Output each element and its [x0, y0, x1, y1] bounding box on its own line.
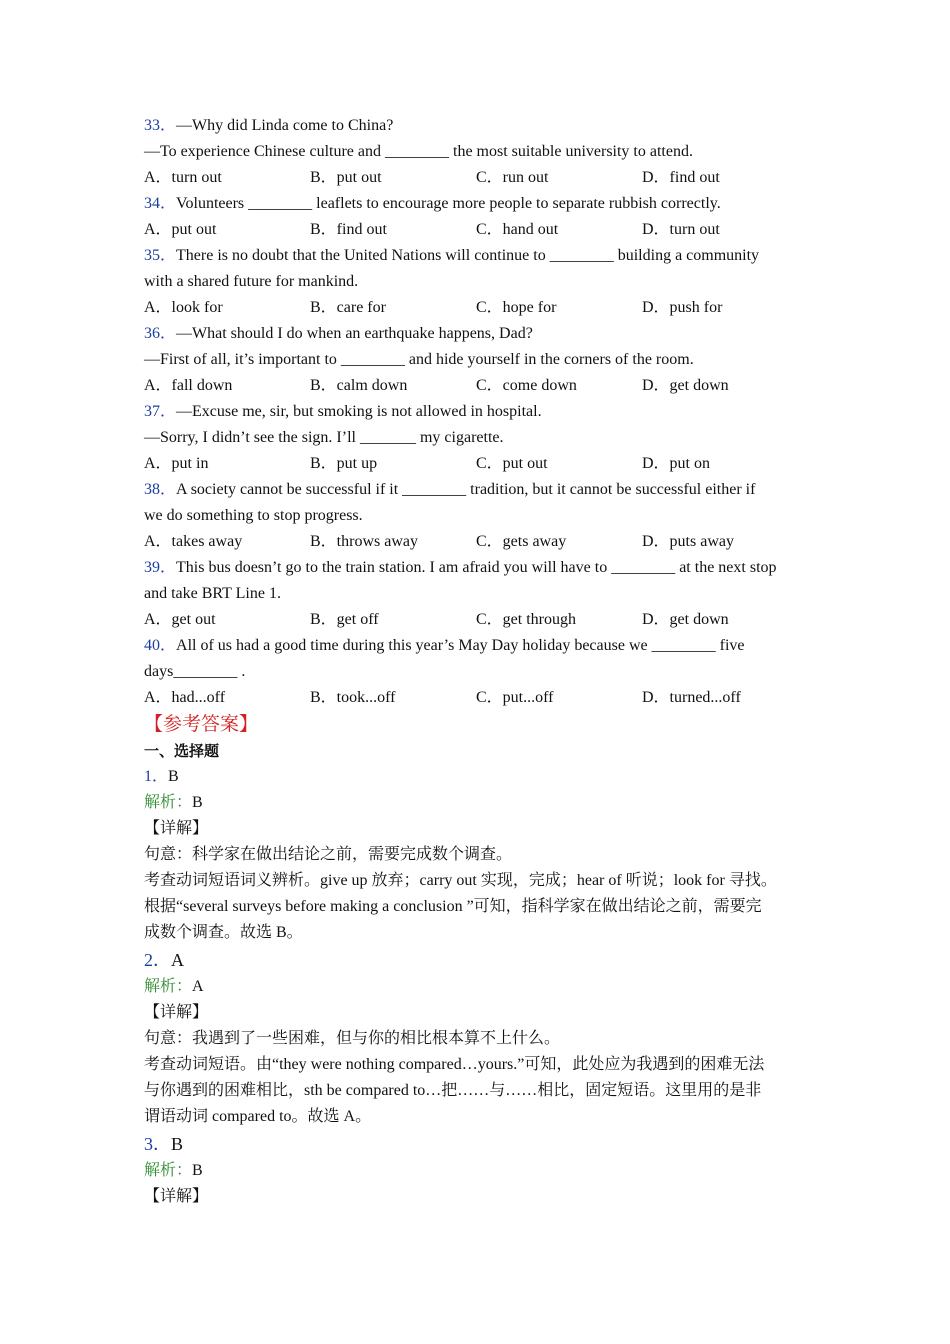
question-text: and take BRT Line 1.: [144, 585, 281, 602]
question-text: —First of all, it’s important to ________ and hide yourself in the corners of the room.: [144, 351, 694, 368]
question-text: —Excuse me, sir, but smoking is not allowed in hospital.: [176, 403, 542, 420]
analysis-value: B: [192, 794, 203, 811]
analysis-label: 解析：: [144, 1162, 193, 1179]
option-b: B．calm down: [310, 377, 408, 394]
question-number: 33．: [144, 117, 177, 134]
option-d: D．turned...off: [642, 689, 741, 706]
option-d: D．find out: [642, 169, 720, 186]
answer-value: B: [171, 1134, 184, 1154]
question-text: There is no doubt that the United Nations will continue to ________ building a community: [176, 247, 760, 264]
option-c: C．gets away: [476, 533, 567, 550]
option-c: C．put...off: [476, 689, 554, 706]
question-36: [144, 321, 814, 399]
answer-1: [144, 764, 814, 946]
option-d: D．puts away: [642, 533, 734, 550]
answer-number: 1．: [144, 768, 169, 785]
answer-heading: 【参考答案】: [144, 714, 259, 735]
question-text: —To experience Chinese culture and ________ the most suitable university to attend.: [144, 143, 693, 160]
analysis-label: 解析：: [144, 978, 193, 995]
option-d: D．push for: [642, 299, 723, 316]
option-d: D．put on: [642, 455, 711, 472]
option-d: D．get down: [642, 611, 729, 628]
question-37: [144, 399, 814, 477]
option-a: A．get out: [144, 611, 216, 628]
question-text: days________ .: [144, 663, 246, 680]
analysis-value: A: [192, 978, 204, 995]
question-number: 35．: [144, 247, 177, 264]
question-34: [144, 191, 814, 243]
question-35: [144, 243, 814, 321]
answer-number: 2．: [144, 950, 171, 970]
detail-label: 【详解】: [144, 820, 209, 837]
question-33: [144, 113, 814, 191]
detail-text: 谓语动词 compared to。故选 A。: [144, 1108, 372, 1125]
option-c: C．put out: [476, 455, 548, 472]
question-text: —Why did Linda come to China?: [176, 117, 394, 134]
options-row: [144, 295, 814, 321]
detail-text: 句意：我遇到了一些困难，但与你的相比根本算不上什么。: [144, 1030, 561, 1047]
options-row: [144, 685, 814, 711]
option-a: A．put in: [144, 455, 209, 472]
options-row: [144, 217, 814, 243]
option-c: C．run out: [476, 169, 549, 186]
question-number: 39．: [144, 559, 177, 576]
analysis-label: 解析：: [144, 794, 193, 811]
options-row: [144, 529, 814, 555]
question-text: A society cannot be successful if it ________ tradition, but it cannot be successful either if: [176, 481, 756, 498]
option-b: B．took...off: [310, 689, 396, 706]
option-b: B．find out: [310, 221, 387, 238]
detail-label: 【详解】: [144, 1188, 209, 1205]
option-b: B．put out: [310, 169, 382, 186]
detail-text: 句意：科学家在做出结论之前，需要完成数个调查。: [144, 846, 513, 863]
detail-text: 考查动词短语词义辨析。give up 放弃；carry out 实现，完成；hear of 听说；look for 寻找。: [144, 872, 777, 889]
question-number: 38．: [144, 481, 177, 498]
question-text: Volunteers ________ leaflets to encourage more people to separate rubbish correctly.: [176, 195, 721, 212]
option-a: A．fall down: [144, 377, 233, 394]
detail-text: 根据“several surveys before making a conclusion ”可知，指科学家在做出结论之前，需要完: [144, 898, 762, 915]
answer-2: [144, 946, 814, 1130]
question-text: All of us had a good time during this year’s May Day holiday because we ________ five: [176, 637, 745, 654]
option-a: A．put out: [144, 221, 217, 238]
answer-value: A: [171, 950, 184, 970]
question-39: [144, 555, 814, 633]
question-text: This bus doesn’t go to the train station. I am afraid you will have to ________ at the next stop: [176, 559, 777, 576]
option-a: A．turn out: [144, 169, 222, 186]
option-b: B．get off: [310, 611, 379, 628]
question-text: we do something to stop progress.: [144, 507, 363, 524]
option-a: A．look for: [144, 299, 223, 316]
option-b: B．care for: [310, 299, 386, 316]
answer-value: B: [168, 768, 179, 785]
option-a: A．had...off: [144, 689, 226, 706]
option-d: D．get down: [642, 377, 729, 394]
detail-text: 与你遇到的困难相比，sth be compared to…把……与……相比，固定短语。这里用的是非: [144, 1082, 762, 1099]
document-page: [144, 113, 814, 1210]
question-number: 36．: [144, 325, 177, 342]
detail-text: 考查动词短语。由“they were nothing compared…yours.”可知，此处应为我遇到的困难无法: [144, 1056, 765, 1073]
option-c: C．get through: [476, 611, 576, 628]
question-text: —What should I do when an earthquake happens, Dad?: [176, 325, 533, 342]
analysis-value: B: [192, 1162, 203, 1179]
question-number: 34．: [144, 195, 177, 212]
option-c: C．hope for: [476, 299, 557, 316]
detail-label: 【详解】: [144, 1004, 209, 1021]
options-row: [144, 451, 814, 477]
option-b: B．put up: [310, 455, 378, 472]
option-c: C．come down: [476, 377, 577, 394]
option-b: B．throws away: [310, 533, 418, 550]
option-c: C．hand out: [476, 221, 559, 238]
answer-3: [144, 1130, 814, 1210]
option-d: D．turn out: [642, 221, 720, 238]
options-row: [144, 165, 814, 191]
options-row: [144, 373, 814, 399]
section-heading: 一、选择题: [144, 742, 220, 760]
question-38: [144, 477, 814, 555]
options-row: [144, 607, 814, 633]
detail-text: 成数个调查。故选 B。: [144, 924, 303, 941]
question-number: 40．: [144, 637, 177, 654]
question-text: —Sorry, I didn’t see the sign. I’ll _______ my cigarette.: [144, 429, 504, 446]
question-text: with a shared future for mankind.: [144, 273, 359, 290]
answer-number: 3．: [144, 1134, 171, 1154]
option-a: A．takes away: [144, 533, 243, 550]
question-number: 37．: [144, 403, 177, 420]
question-40: [144, 633, 814, 711]
